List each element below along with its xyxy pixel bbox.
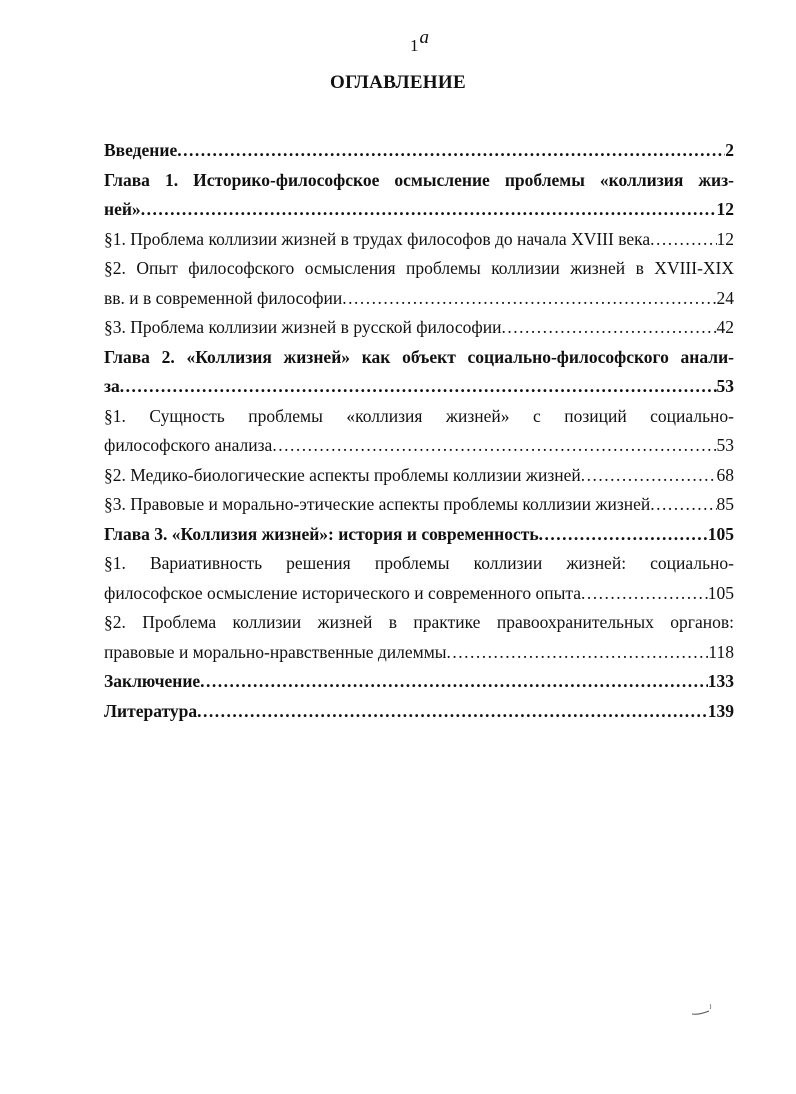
toc-entry-ch2-section-1-cont[interactable]: философского анализа ..... 53 bbox=[104, 431, 734, 461]
table-of-contents bbox=[104, 136, 734, 726]
toc-entry-ch1-section-1[interactable]: §1. Проблема коллизии жизней в трудах философов до начала XVIII века ..... 12 bbox=[104, 225, 734, 255]
toc-entry-chapter-1[interactable]: Глава 1. Историко-философское осмысление проблемы «коллизия жиз- bbox=[104, 169, 734, 190]
toc-entry-literature[interactable]: Литература ..... 139 bbox=[104, 697, 734, 727]
toc-entry-ch3-section-2-cont[interactable]: правовые и морально-нравственные дилеммы ..... 118 bbox=[104, 638, 734, 668]
toc-entry-ch1-section-2[interactable]: §2. Опыт философского осмысления проблемы коллизии жизней в XVIII-XIX bbox=[104, 258, 734, 278]
toc-entry-conclusion[interactable]: Заключение ..... 133 bbox=[104, 667, 734, 697]
page-title: ОГЛАВЛЕНИЕ bbox=[330, 72, 466, 93]
handwritten-page-mark: a bbox=[419, 27, 429, 48]
toc-entry-ch2-section-3[interactable]: §3. Правовые и морально-этические аспекты проблемы коллизии жизней ..... 85 bbox=[104, 490, 734, 520]
toc-entry-introduction[interactable]: Введение ..... 2 bbox=[104, 136, 734, 166]
toc-entry-chapter-2[interactable]: Глава 2. «Коллизия жизней» как объект социально-философского анали- bbox=[104, 346, 734, 367]
toc-entry-chapter-1-cont[interactable]: ней» ..... 12 bbox=[104, 195, 734, 225]
toc-entry-ch3-section-2[interactable]: §2. Проблема коллизии жизней в практике правоохранительных органов: bbox=[104, 612, 734, 632]
toc-entry-ch2-section-2[interactable]: §2. Медико-биологические аспекты проблемы коллизии жизней ..... 68 bbox=[104, 461, 734, 491]
pencil-mark-icon bbox=[690, 1000, 716, 1018]
toc-entry-ch2-section-1[interactable]: §1. Сущность проблемы «коллизия жизней» с позиций социально- bbox=[104, 405, 734, 426]
toc-entry-ch3-section-1[interactable]: §1. Вариативность решения проблемы коллизии жизней: социально- bbox=[104, 553, 734, 573]
toc-entry-ch1-section-3[interactable]: §3. Проблема коллизии жизней в русской философии ..... 42 bbox=[104, 313, 734, 343]
toc-entry-ch1-section-2-cont[interactable]: вв. и в современной философии ..... 24 bbox=[104, 284, 734, 314]
toc-entry-chapter-3[interactable]: Глава 3. «Коллизия жизней»: история и современность ..... 105 bbox=[104, 520, 734, 550]
toc-entry-chapter-2-cont[interactable]: за ..... 53 bbox=[104, 372, 734, 402]
page-number: 1a bbox=[410, 27, 429, 55]
toc-entry-ch3-section-1-cont[interactable]: философское осмысление исторического и современного опыта ..... 105 bbox=[104, 579, 734, 609]
